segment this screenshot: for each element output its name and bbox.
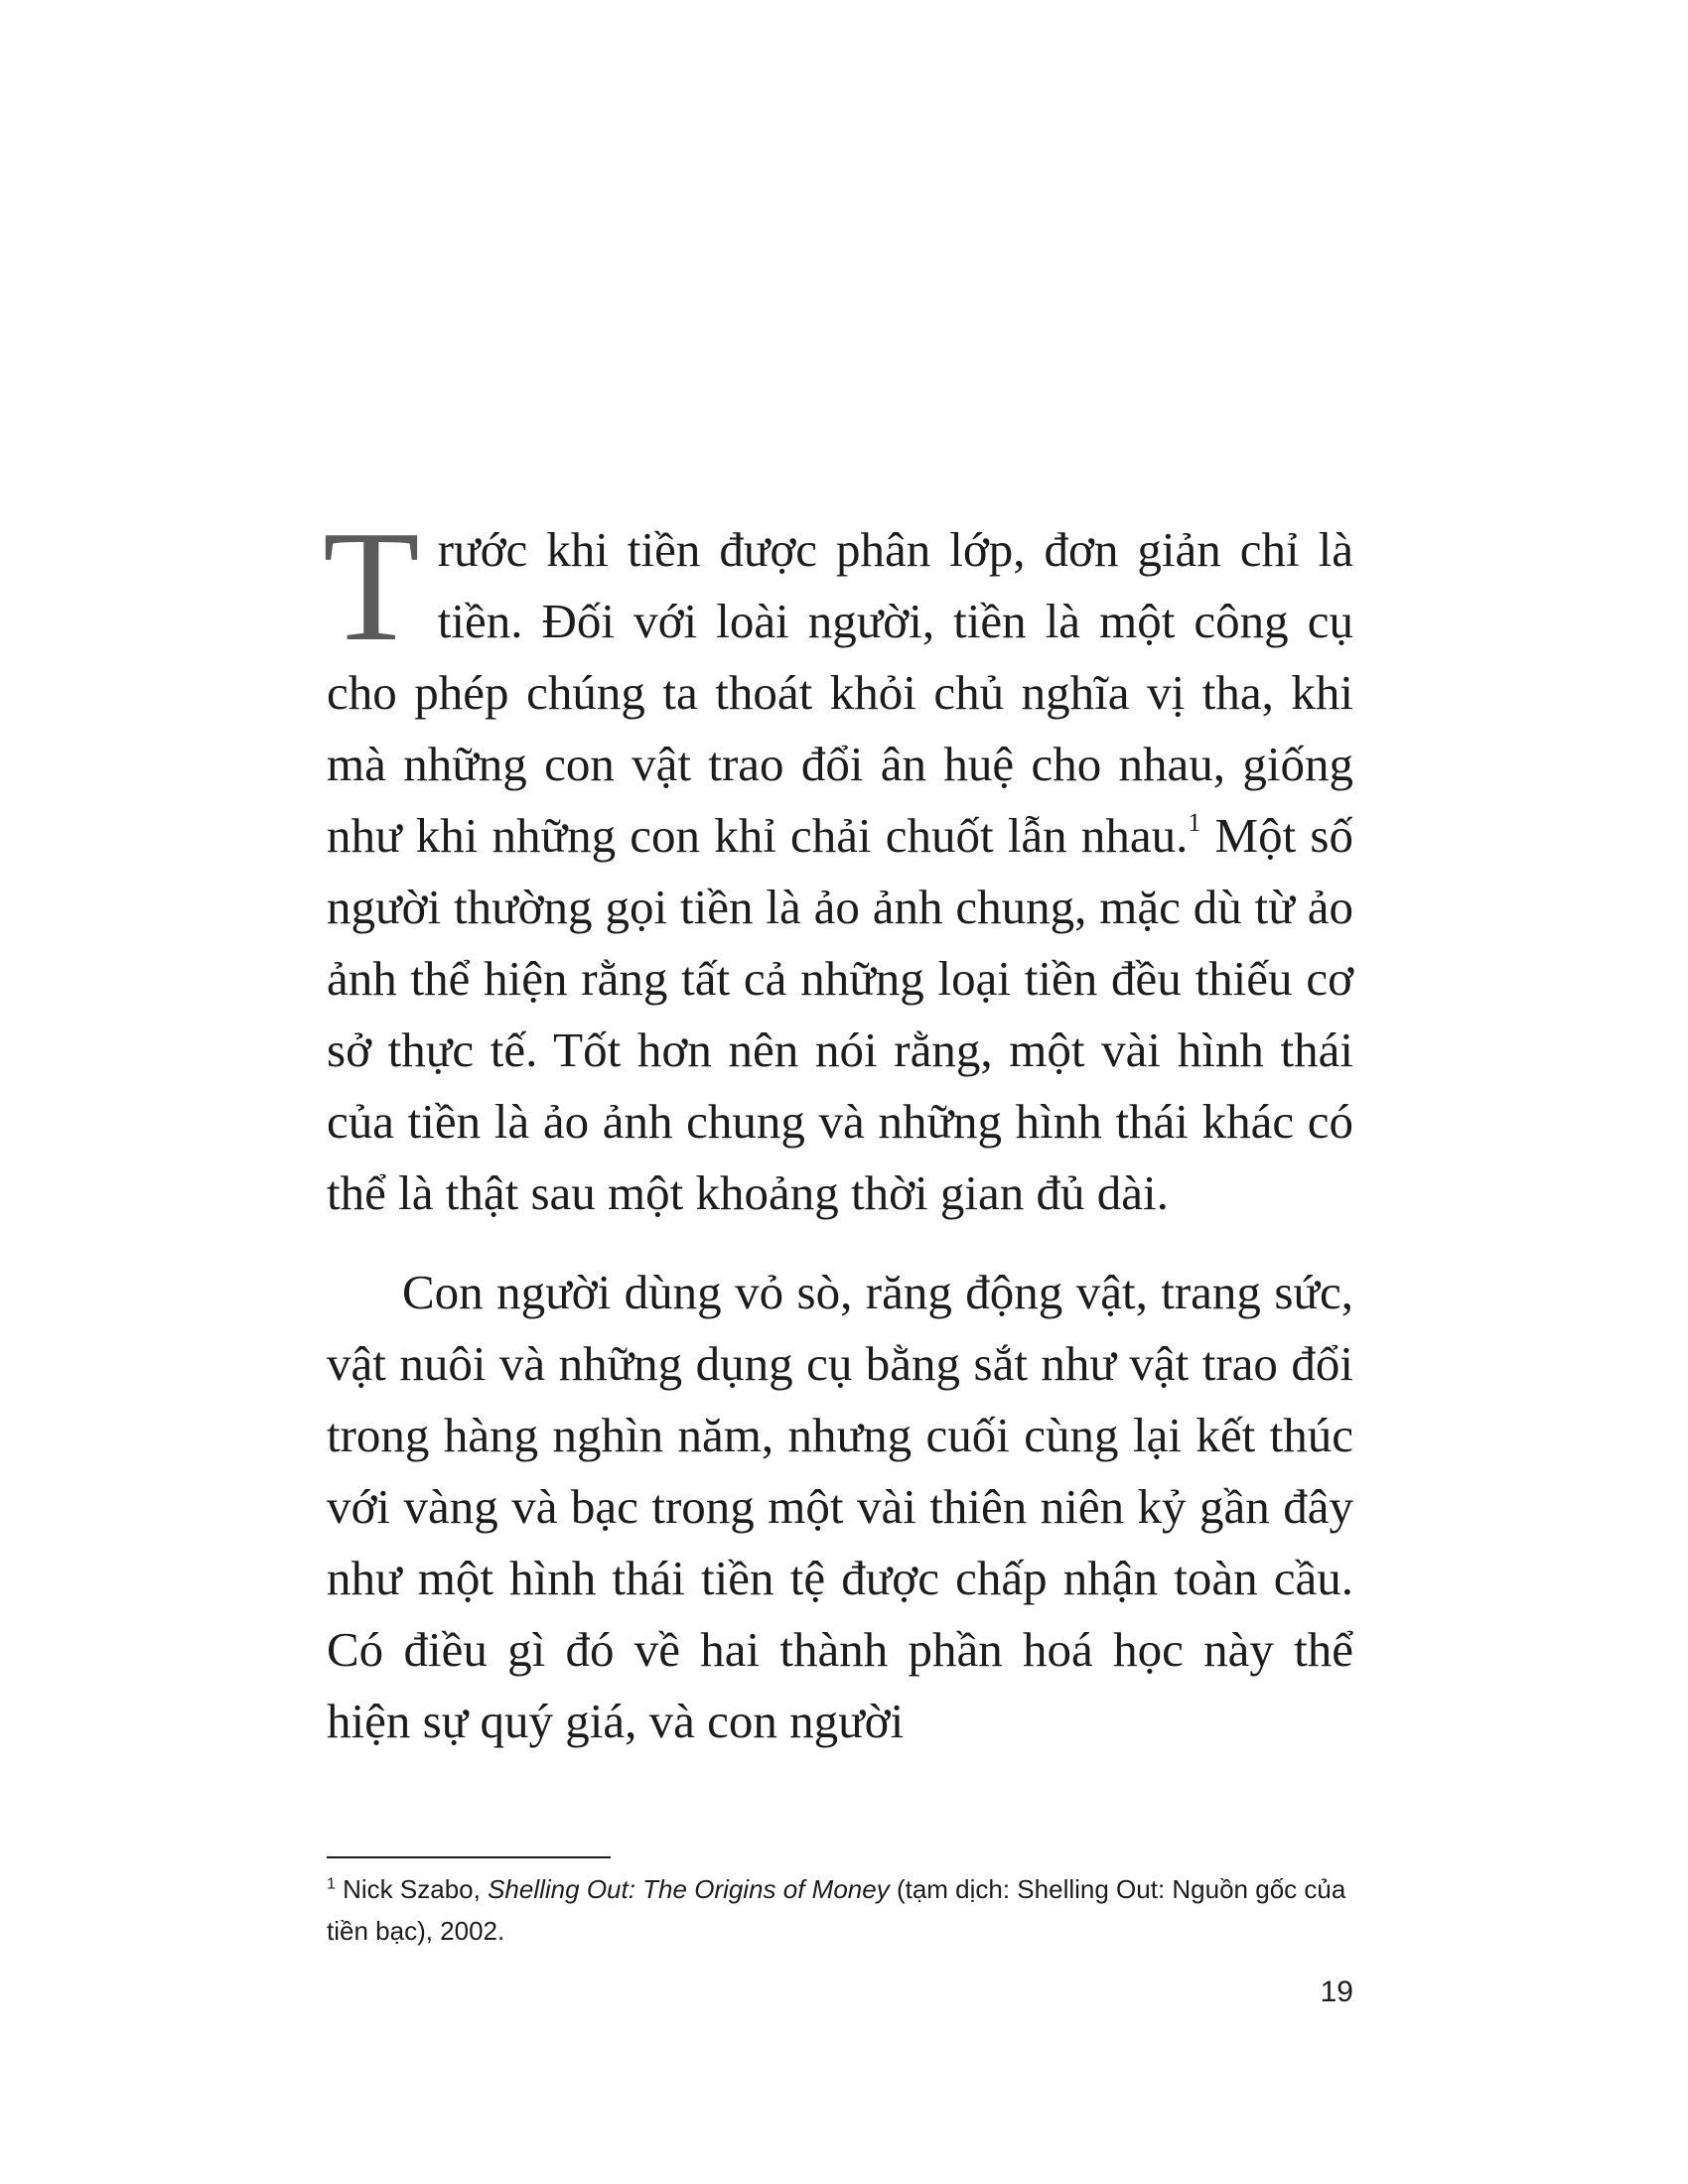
main-text bbox=[323, 497, 1353, 1757]
footnote-author: Nick Szabo, bbox=[335, 1874, 489, 1904]
paragraph-1-text-b: Một số người thường gọi tiền là ảo ảnh chung, mặc dù từ ảo ảnh thể hiện rằng tất cả những loại tiền đều thiếu cơ sở thực tế. Tốt hơn nên nói rằng, một vài hình thái của tiền là ảo ảnh chung và những hình thái khác có thể là thật sau một khoảng thời gian đủ dài. bbox=[327, 808, 1353, 1220]
paragraph-2: Con người dùng vỏ sò, răng động vật, trang sức, vật nuôi và những dụng cụ bằng sắt như vật trao đổi trong hàng nghìn năm, nhưng cuối cùng lại kết thúc với vàng và bạc trong một vài thiên niên kỷ gần đây như một hình thái tiền tệ được chấp nhận toàn cầu. Có điều gì đó về hai thành phần hoá học này thể hiện sự quý giá, và con người bbox=[327, 1265, 1353, 1748]
page-number: 19 bbox=[1320, 1976, 1353, 2008]
footnote-mark: 1 bbox=[327, 1875, 336, 1893]
footnote bbox=[327, 1868, 1353, 1952]
footnote-rest: (tạm dịch: Shelling Out: Nguồn gốc của tiền bạc), 2002. bbox=[327, 1874, 1346, 1946]
paragraph-1 bbox=[323, 497, 1353, 1229]
footnote-title: Shelling Out: The Origins of Money bbox=[488, 1874, 890, 1904]
footnote-divider bbox=[327, 1856, 611, 1858]
drop-cap: T bbox=[323, 497, 420, 674]
paragraph-1-text-a: rước khi tiền được phân lớp, đơn giản chỉ là tiền. Đối với loài người, tiền là một công cụ cho phép chúng ta thoát khỏi chủ nghĩa vị tha, khi mà những con vật trao đổi ân huệ cho nhau, giống như khi những con khỉ chải chuốt lẫn nhau. bbox=[327, 522, 1353, 863]
footnote-reference: 1 bbox=[1188, 807, 1201, 837]
